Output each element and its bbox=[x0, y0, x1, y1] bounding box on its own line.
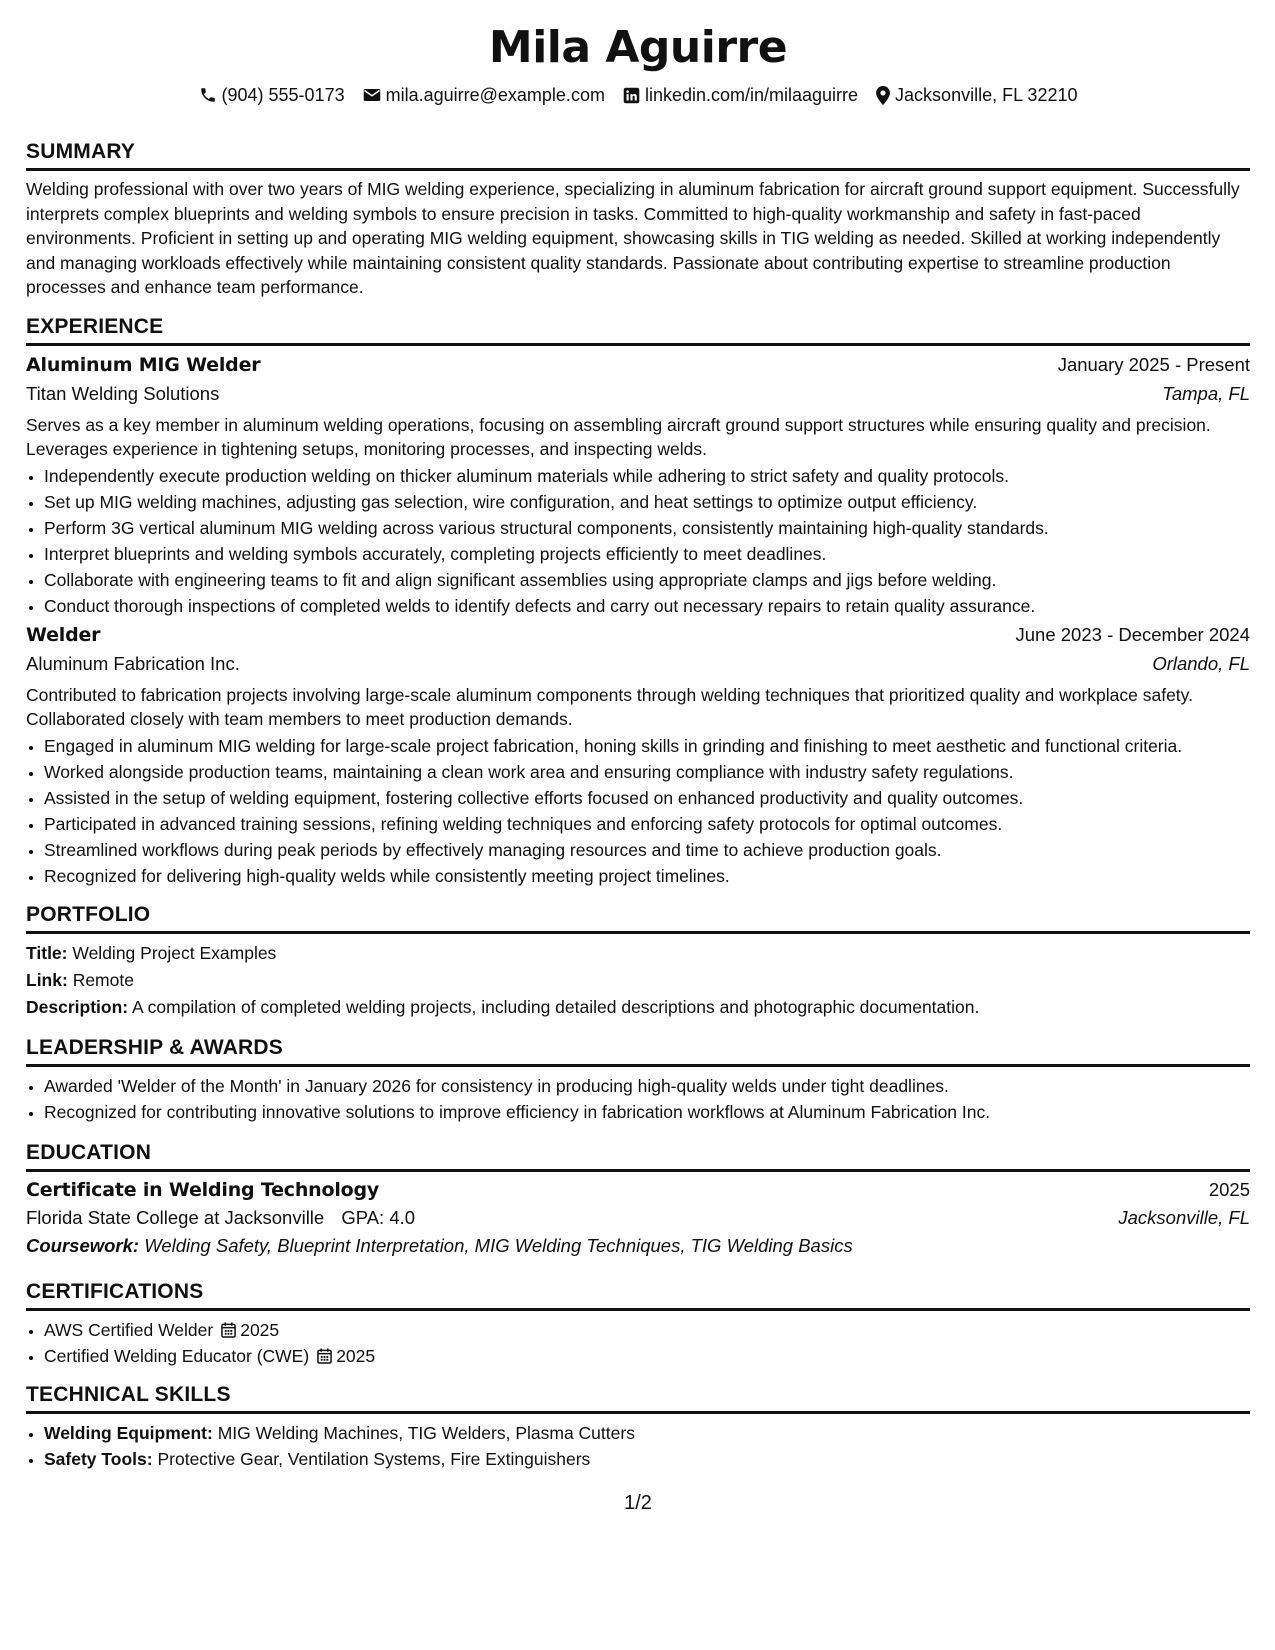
coursework-label: Coursework: bbox=[26, 1234, 140, 1256]
list-item: • Recognized for delivering high-quality welds while consistently meeting project timelines. bbox=[44, 864, 1250, 888]
summary-section bbox=[26, 139, 1250, 300]
portfolio-title-value: Welding Project Examples bbox=[72, 942, 277, 963]
skills-list bbox=[26, 1421, 1250, 1471]
education-degree: Certificate in Welding Technology bbox=[26, 1178, 380, 1201]
job-bullets bbox=[26, 464, 1250, 618]
job-description: Contributed to fabrication projects involving large-scale aluminum components through welding techniques that prioritized quality and workplace safety. Collaborated closely with team members to meet production demands. bbox=[26, 684, 1193, 729]
list-item: • Participated in advanced training sessions, refining welding techniques and enforcing safety protocols for optimal outcomes. bbox=[44, 812, 1250, 836]
job-location: Orlando, FL bbox=[1152, 652, 1250, 674]
section-title: EDUCATION bbox=[26, 1140, 1250, 1172]
job-description: Serves as a key member in aluminum welding operations, focusing on assembling aircraft ground support structures while ensuring quality and precision. Leverages experience in tightening setups, monitoring processes, and inspecting welds. bbox=[26, 414, 1211, 459]
calendar-icon bbox=[221, 1318, 236, 1342]
education-gpa: GPA: 4.0 bbox=[341, 1206, 416, 1228]
skill-label: Welding Equipment: bbox=[44, 1422, 213, 1443]
awards-list bbox=[26, 1074, 1250, 1124]
envelope-icon bbox=[363, 87, 381, 103]
education-year: 2025 bbox=[1208, 1178, 1250, 1200]
education-location: Jacksonville, FL bbox=[1118, 1206, 1250, 1228]
section-title: EXPERIENCE bbox=[26, 314, 1250, 346]
list-item: • Set up MIG welding machines, adjusting gas selection, wire configuration, and heat settings to optimize output efficiency. bbox=[44, 490, 1250, 514]
job-dates: January 2025 - Present bbox=[1057, 353, 1250, 375]
education-section bbox=[26, 1140, 1250, 1257]
education-school: Florida State College at Jacksonville bbox=[26, 1206, 325, 1228]
section-title: PORTFOLIO bbox=[26, 902, 1250, 934]
job-entry bbox=[26, 624, 1250, 888]
education-coursework bbox=[26, 1235, 1250, 1257]
portfolio-title-label: Title: bbox=[26, 942, 68, 963]
portfolio-link-value[interactable]: Remote bbox=[72, 969, 134, 990]
coursework-value: Welding Safety, Blueprint Interpretation, MIG Welding Techniques, TIG Welding Basics bbox=[144, 1234, 853, 1256]
list-item bbox=[44, 1344, 1250, 1368]
email-text[interactable]: mila.aguirre@example.com bbox=[385, 84, 605, 105]
list-item bbox=[44, 1421, 1250, 1445]
list-item: • Worked alongside production teams, maintaining a clean work area and ensuring compliance with industry safety regulations. bbox=[44, 760, 1250, 784]
cert-year: 2025 bbox=[240, 1319, 280, 1340]
job-location: Tampa, FL bbox=[1162, 382, 1250, 404]
cert-year: 2025 bbox=[336, 1345, 376, 1366]
section-title: SUMMARY bbox=[26, 139, 1250, 171]
linkedin-icon bbox=[623, 87, 640, 104]
certifications-list bbox=[26, 1318, 1250, 1368]
list-item: • Engaged in aluminum MIG welding for large-scale project fabrication, honing skills in grinding and finishing to meet aesthetic and functional criteria. bbox=[44, 734, 1250, 758]
phone-text: (904) 555-0173 bbox=[221, 84, 345, 105]
portfolio-section bbox=[26, 902, 1250, 1021]
skill-value: Protective Gear, Ventilation Systems, Fire Extinguishers bbox=[157, 1448, 591, 1469]
list-item: • Streamlined workflows during peak periods by effectively managing resources and time to achieve production goals. bbox=[44, 838, 1250, 862]
certifications-section bbox=[26, 1279, 1250, 1368]
cert-name: • AWS Certified Welder bbox=[44, 1319, 214, 1340]
section-title: TECHNICAL SKILLS bbox=[26, 1382, 1250, 1414]
summary-text: Welding professional with over two years of MIG welding experience, specializing in aluminum fabrication for aircraft ground support equipment. Successfully interprets complex blueprints and welding symbols to ensure precision in tasks. Committed to high-quality workmanship and safety in fast-paced environments. Proficient in setting up and operating MIG welding equipment, showcasing skills in TIG welding as needed. Skilled at working independently and managing workloads effectively while maintaining consistent quality standards. Passionate about contributing expertise to streamline production processes and enhance team performance. bbox=[26, 179, 1240, 297]
calendar-icon bbox=[317, 1344, 332, 1368]
portfolio-title-row bbox=[26, 940, 1250, 967]
list-item: • Assisted in the setup of welding equipment, fostering collective efforts focused on enhanced productivity and quality outcomes. bbox=[44, 786, 1250, 810]
skill-label: Safety Tools: bbox=[44, 1448, 153, 1469]
awards-section bbox=[26, 1035, 1250, 1124]
list-item: • Collaborate with engineering teams to fit and align significant assemblies using appropriate clamps and jigs before welding. bbox=[44, 568, 1250, 592]
job-role: Aluminum MIG Welder bbox=[26, 353, 261, 376]
list-item: • Independently execute production welding on thicker aluminum materials while adhering to strict safety and quality protocols. bbox=[44, 464, 1250, 488]
location-text: Jacksonville, FL 32210 bbox=[895, 84, 1078, 105]
contact-bar bbox=[26, 82, 1250, 108]
list-item: • Conduct thorough inspections of completed welds to identify defects and carry out necessary repairs to retain quality assurance. bbox=[44, 594, 1250, 618]
portfolio-description-row bbox=[26, 994, 1250, 1021]
portfolio-description-value: A compilation of completed welding projects, including detailed descriptions and photographic documentation. bbox=[132, 996, 980, 1017]
page-number: 1/2 bbox=[624, 1492, 652, 1514]
job-company: Aluminum Fabrication Inc. bbox=[26, 652, 240, 674]
phone-icon bbox=[199, 86, 217, 104]
candidate-name: Mila Aguirre bbox=[488, 22, 788, 73]
resume-page bbox=[26, 0, 1250, 1514]
list-item: • Awarded 'Welder of the Month' in January 2026 for consistency in producing high-quality welds under tight deadlines. bbox=[44, 1074, 1250, 1098]
list-item bbox=[44, 1318, 1250, 1342]
list-item: • Interpret blueprints and welding symbols accurately, completing projects efficiently to meet deadlines. bbox=[44, 542, 1250, 566]
job-dates: June 2023 - December 2024 bbox=[1015, 623, 1250, 645]
skill-value: MIG Welding Machines, TIG Welders, Plasma Cutters bbox=[217, 1422, 635, 1443]
contact-location bbox=[876, 85, 1077, 106]
list-item: • Recognized for contributing innovative solutions to improve efficiency in fabrication workflows at Aluminum Fabrication Inc. bbox=[44, 1100, 1250, 1124]
skills-section bbox=[26, 1382, 1250, 1471]
job-bullets bbox=[26, 734, 1250, 888]
contact-linkedin[interactable] bbox=[623, 85, 858, 106]
linkedin-text[interactable]: linkedin.com/in/milaaguirre bbox=[644, 84, 859, 105]
list-item bbox=[44, 1447, 1250, 1471]
contact-phone bbox=[199, 85, 345, 106]
portfolio-link-row bbox=[26, 967, 1250, 994]
map-pin-icon bbox=[876, 86, 890, 105]
cert-name: • Certified Welding Educator (CWE) bbox=[44, 1345, 310, 1366]
section-title: LEADERSHIP & AWARDS bbox=[26, 1035, 1250, 1067]
section-title: CERTIFICATIONS bbox=[26, 1279, 1250, 1311]
portfolio-description-label: Description: bbox=[26, 996, 129, 1017]
portfolio-link-label: Link: bbox=[26, 969, 68, 990]
job-role: Welder bbox=[26, 623, 101, 646]
contact-email[interactable] bbox=[363, 85, 605, 106]
job-company: Titan Welding Solutions bbox=[26, 382, 220, 404]
list-item: • Perform 3G vertical aluminum MIG welding across various structural components, consistently maintaining high-quality standards. bbox=[44, 516, 1250, 540]
job-entry bbox=[26, 354, 1250, 618]
experience-section bbox=[26, 314, 1250, 888]
